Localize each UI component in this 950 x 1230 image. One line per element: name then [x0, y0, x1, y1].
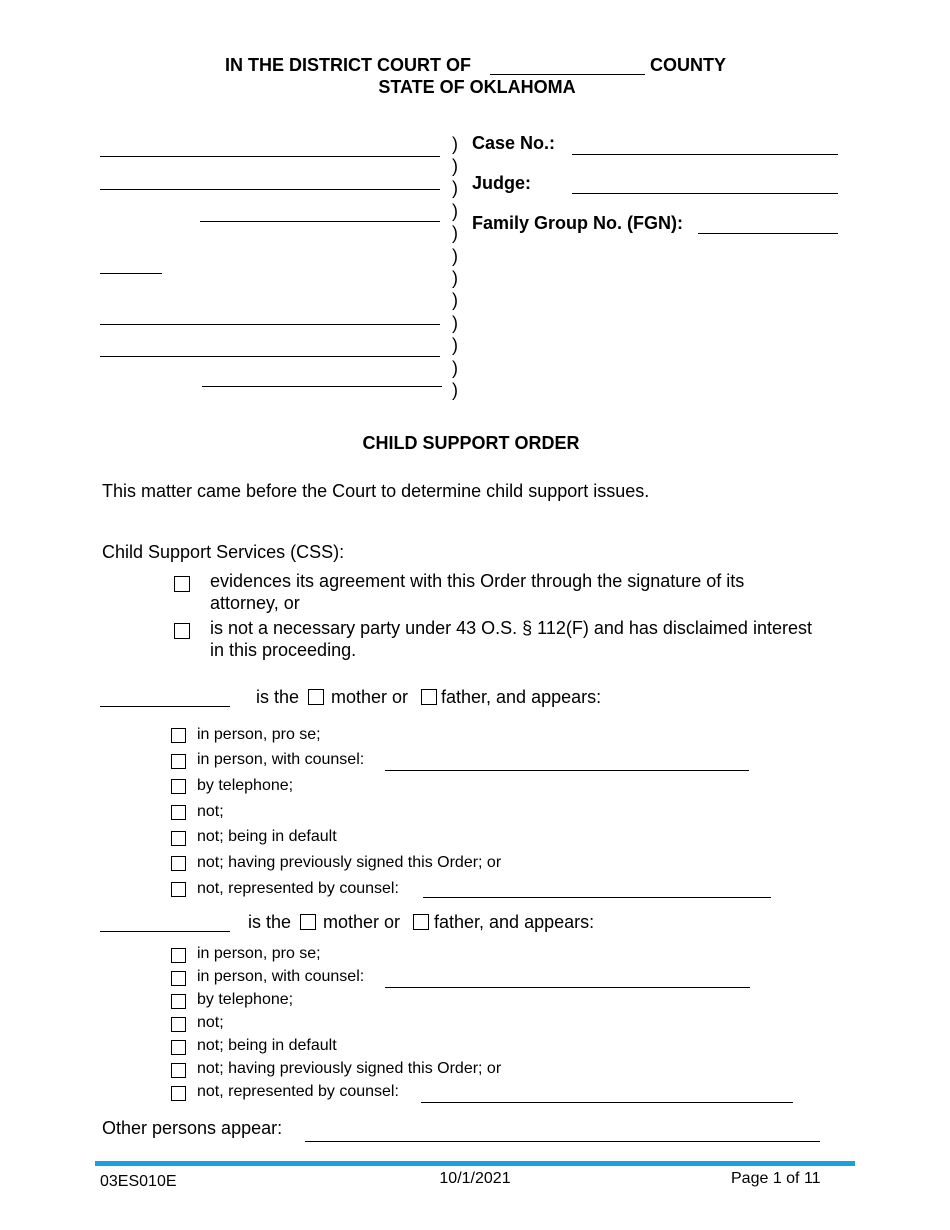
party2-counsel-field[interactable]: [385, 987, 750, 988]
party1-appear-checkbox[interactable]: [171, 805, 186, 820]
party2-appear-option: by telephone;: [197, 991, 294, 1008]
party1-appear-option: not, represented by counsel:: [197, 880, 399, 897]
caption-paren: ): [452, 290, 458, 310]
caption-line[interactable]: [100, 273, 162, 274]
css-agreement-checkbox[interactable]: [174, 576, 190, 592]
caption-line[interactable]: [100, 356, 440, 357]
party1-appear-checkbox[interactable]: [171, 882, 186, 897]
party2-appear-option: not; having previously signed this Order; or: [197, 1060, 502, 1077]
case-no-field[interactable]: [572, 154, 838, 155]
document-title: CHILD SUPPORT ORDER: [362, 433, 580, 453]
party2-appear-option: not;: [197, 1014, 224, 1031]
party2-mother-checkbox[interactable]: [300, 914, 316, 930]
party1-mother-checkbox[interactable]: [308, 689, 324, 705]
party1-appear-option: in person, pro se;: [197, 726, 321, 743]
party1-father-label: father, and appears:: [441, 687, 602, 707]
party2-appear-checkbox[interactable]: [171, 1086, 186, 1101]
form-id: 03ES010E: [100, 1173, 177, 1190]
footer-rule: [95, 1161, 855, 1166]
party2-name-field[interactable]: [100, 931, 230, 932]
party1-father-checkbox[interactable]: [421, 689, 437, 705]
state-title: STATE OF OKLAHOMA: [378, 77, 576, 97]
css-heading: Child Support Services (CSS):: [102, 542, 345, 562]
caption-paren: ): [452, 156, 458, 176]
party1-counsel-field[interactable]: [385, 770, 749, 771]
party2-mother-label: mother or: [323, 912, 401, 932]
page-number: Page 1 of 11: [731, 1170, 821, 1187]
party2-represented-field[interactable]: [421, 1102, 793, 1103]
caption-paren: ): [452, 223, 458, 243]
footer-date: 10/1/2021: [439, 1170, 511, 1187]
css-option-text: is not a necessary party under 43 O.S. § 112(F) and has disclaimed interest: [210, 618, 812, 638]
party1-is-the: is the: [256, 687, 300, 707]
party1-name-field[interactable]: [100, 706, 230, 707]
party2-father-label: father, and appears:: [434, 912, 595, 932]
caption-line[interactable]: [100, 156, 440, 157]
party1-appear-checkbox[interactable]: [171, 831, 186, 846]
caption-paren: ): [452, 246, 458, 266]
party1-appear-option: in person, with counsel:: [197, 751, 365, 768]
css-not-party-checkbox[interactable]: [174, 623, 190, 639]
caption-line[interactable]: [202, 386, 442, 387]
court-prefix: IN THE DISTRICT COURT OF: [225, 55, 471, 75]
party2-appear-option: in person, pro se;: [197, 945, 321, 962]
caption-paren: ): [452, 380, 458, 400]
party1-appear-option: by telephone;: [197, 777, 294, 794]
party1-appear-option: not; having previously signed this Order; or: [197, 854, 502, 871]
party1-appear-option: not;: [197, 803, 224, 820]
party2-appear-checkbox[interactable]: [171, 1017, 186, 1032]
party1-mother-label: mother or: [331, 687, 409, 707]
county-field[interactable]: [490, 74, 645, 75]
party2-father-checkbox[interactable]: [413, 914, 429, 930]
party1-appear-checkbox[interactable]: [171, 728, 186, 743]
party2-appear-checkbox[interactable]: [171, 1063, 186, 1078]
party2-appear-option: not; being in default: [197, 1037, 337, 1054]
css-option-text: in this proceeding.: [210, 640, 357, 660]
party2-appear-checkbox[interactable]: [171, 948, 186, 963]
caption-paren: ): [452, 335, 458, 355]
party1-appear-checkbox[interactable]: [171, 779, 186, 794]
caption-line[interactable]: [200, 221, 440, 222]
fgn-label: Family Group No. (FGN):: [472, 213, 683, 233]
party1-appear-option: not; being in default: [197, 828, 337, 845]
party2-appear-checkbox[interactable]: [171, 971, 186, 986]
intro-text: This matter came before the Court to determine child support issues.: [102, 481, 650, 501]
caption-paren: ): [452, 178, 458, 198]
other-persons-field[interactable]: [305, 1141, 820, 1142]
party1-appear-checkbox[interactable]: [171, 754, 186, 769]
party2-appear-checkbox[interactable]: [171, 1040, 186, 1055]
party2-appear-option: not, represented by counsel:: [197, 1083, 399, 1100]
css-option-text: attorney, or: [210, 593, 300, 613]
other-persons-label: Other persons appear:: [102, 1118, 283, 1138]
css-option-text: evidences its agreement with this Order through the signature of its: [210, 571, 745, 591]
case-no-label: Case No.:: [472, 133, 556, 153]
party2-is-the: is the: [248, 912, 292, 932]
judge-field[interactable]: [572, 193, 838, 194]
party2-appear-option: in person, with counsel:: [197, 968, 365, 985]
caption-paren: ): [452, 358, 458, 378]
fgn-field[interactable]: [698, 233, 838, 234]
caption-paren: ): [452, 201, 458, 221]
court-suffix: COUNTY: [650, 55, 726, 75]
party2-appear-checkbox[interactable]: [171, 994, 186, 1009]
caption-line[interactable]: [100, 324, 440, 325]
caption-paren: ): [452, 268, 458, 288]
caption-line[interactable]: [100, 189, 440, 190]
caption-paren: ): [452, 313, 458, 333]
party1-appear-checkbox[interactable]: [171, 856, 186, 871]
caption-paren: ): [452, 134, 458, 154]
judge-label: Judge:: [472, 173, 532, 193]
party1-represented-field[interactable]: [423, 897, 771, 898]
